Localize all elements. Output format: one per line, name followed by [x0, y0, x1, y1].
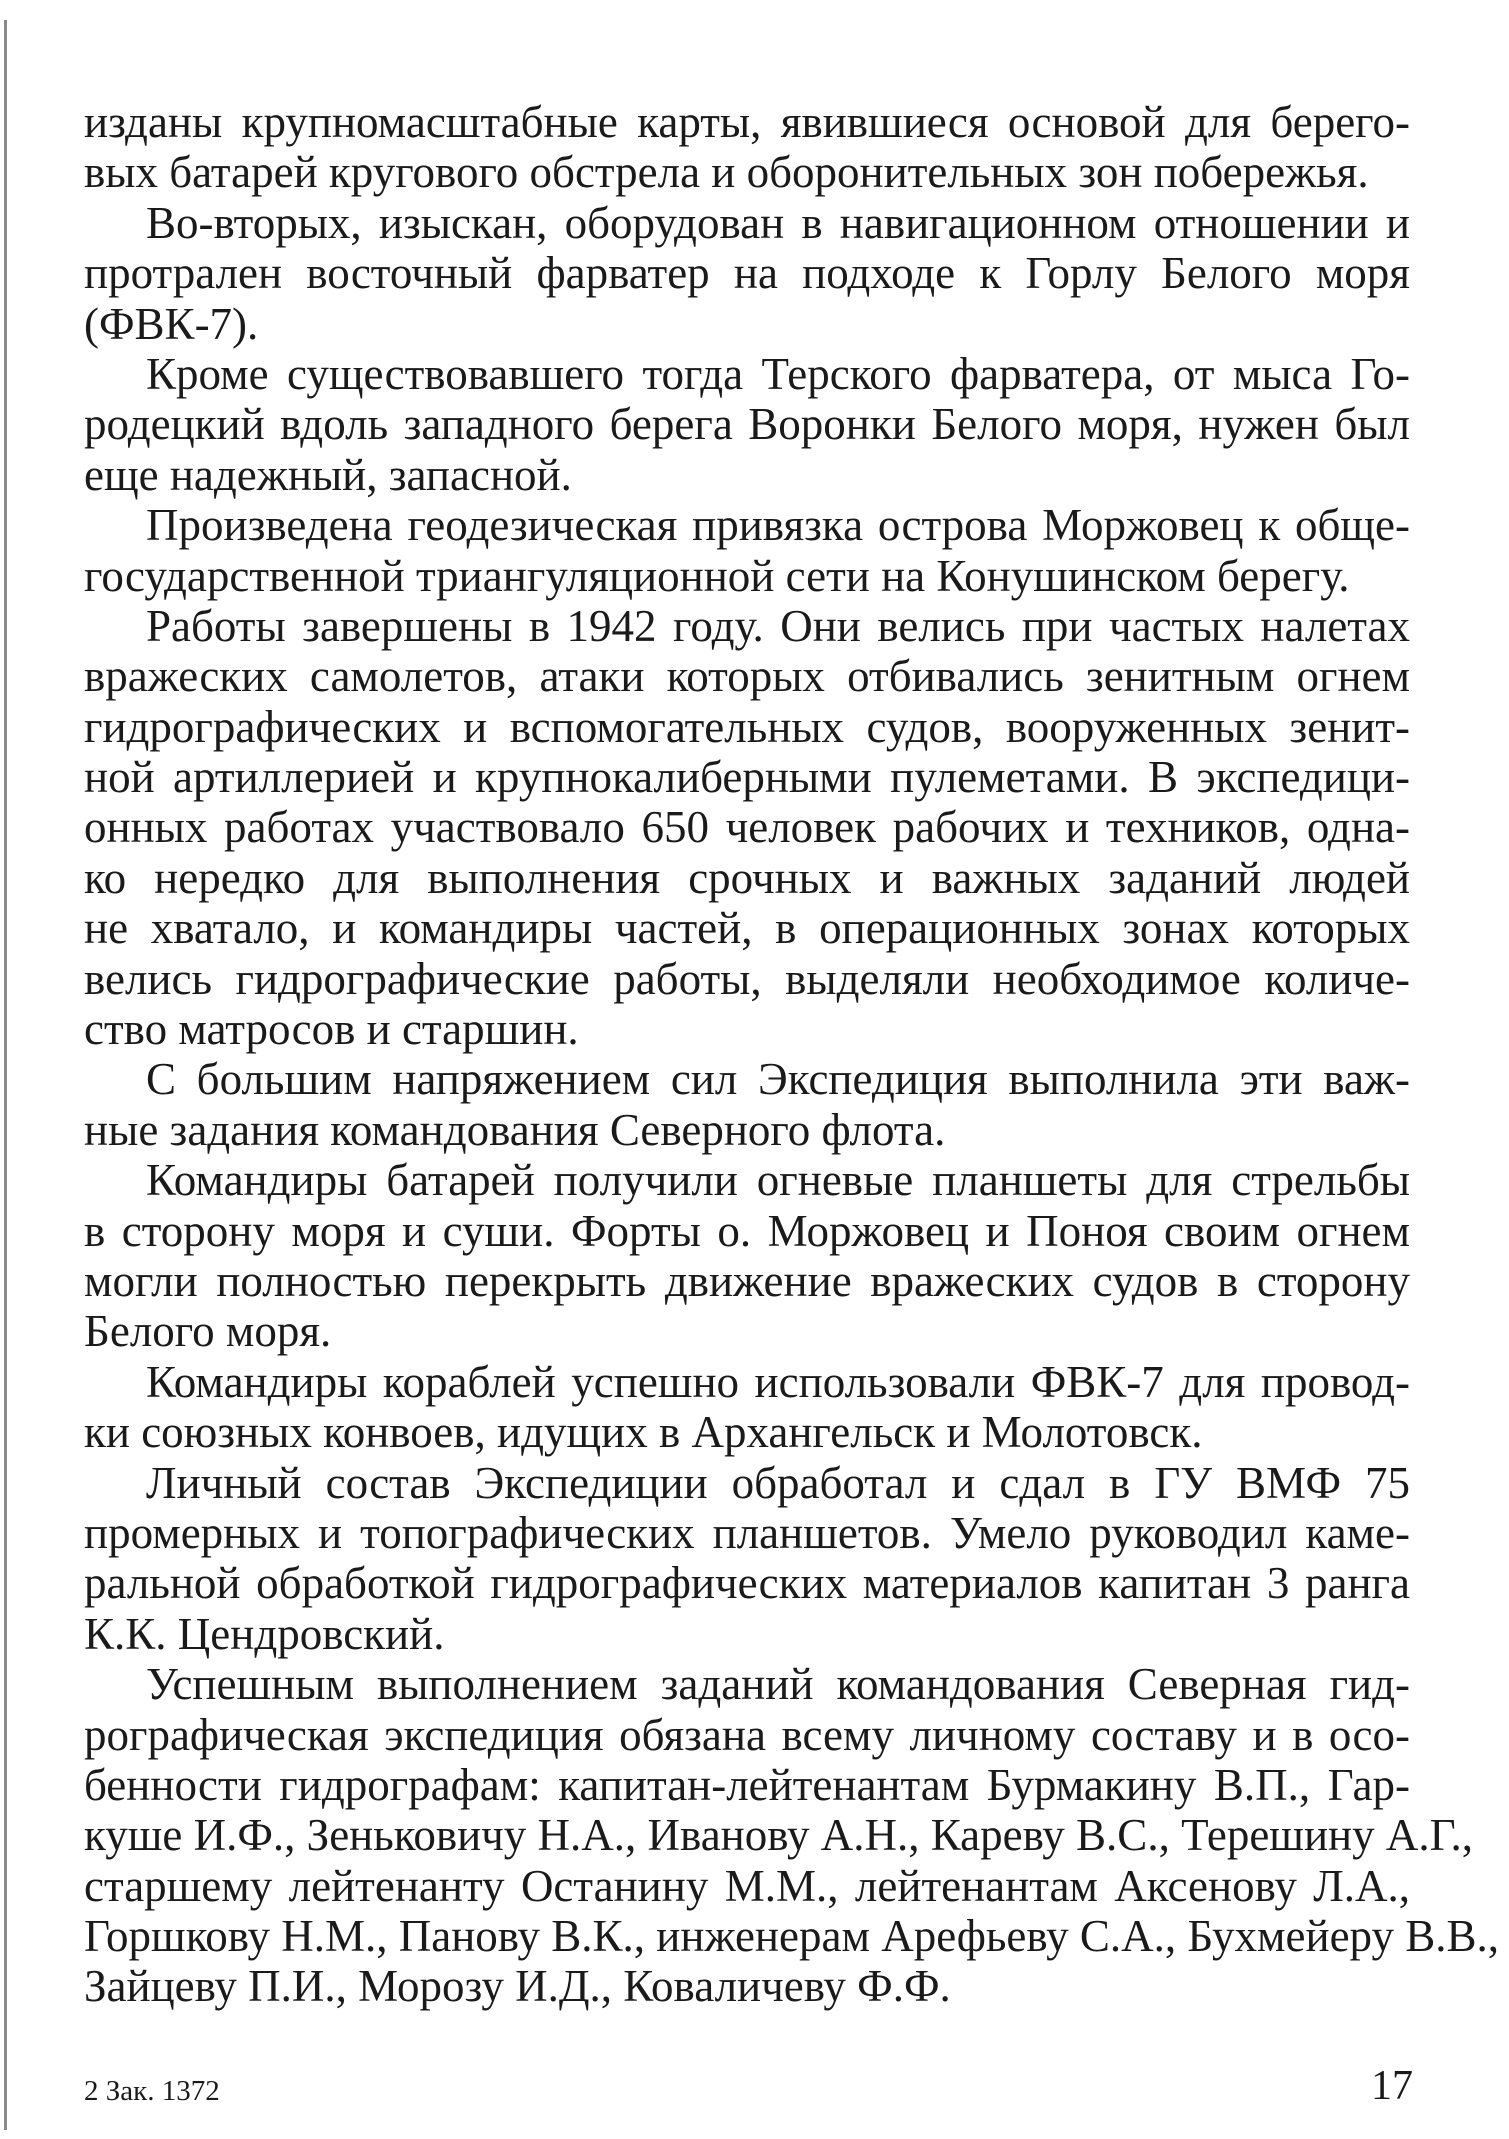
text-line: ство матросов и старшин.: [84, 1004, 579, 1055]
paragraph: [84, 601, 1410, 1055]
paragraph: [84, 1054, 1410, 1155]
text-line: протрален восточный фарватер на подходе к Горлу Белого моря: [84, 248, 1410, 299]
text-line: рографическая экспедиция обязана всему личному составу и в осо-: [84, 1709, 1410, 1760]
text-line: ральной обработкой гидрографических материалов капитан 3 ранга: [84, 1558, 1410, 1609]
paragraph: [84, 349, 1410, 500]
text-line: велись гидрографические работы, выделяли необходимое количе-: [84, 953, 1410, 1004]
text-line: могли полностью перекрыть движение вражеских судов в сторону: [84, 1255, 1410, 1306]
text-line: Успешным выполнением заданий командования Северная гид-: [146, 1659, 1410, 1710]
text-line: вражеских самолетов, атаки которых отбивались зенитным огнем: [84, 651, 1410, 702]
text-line: Произведена геодезическая привязка острова Моржовец к обще-: [146, 500, 1410, 551]
text-line: онных работах участвовало 650 человек рабочих и техников, одна-: [84, 802, 1410, 853]
page-edge: [4, 20, 7, 2130]
page-number: 17: [1371, 2063, 1413, 2109]
paragraph: [84, 1659, 1499, 2012]
text-line: изданы крупномасштабные карты, явившиеся основой для берего-: [84, 97, 1410, 147]
paragraph: [84, 1357, 1410, 1458]
text-line: ки союзных конвоев, идущих в Архангельск и Молотовск.: [84, 1407, 1203, 1458]
paragraph: [84, 97, 1410, 198]
text-line: еще надежный, запасной.: [84, 449, 572, 500]
text-line: ные задания командования Северного флота.: [84, 1104, 946, 1155]
text-line: куше И.Ф., Зеньковичу Н.А., Иванову А.Н., Кареву В.С., Терешину А.Г.,: [84, 1810, 1474, 1861]
text-line: государственной триангуляционной сети на Конушинском берегу.: [84, 550, 1350, 601]
text-line: ной артиллерией и крупнокалиберными пулеметами. В экспедици-: [84, 752, 1410, 803]
printer-signature: 2 Зак. 1372: [84, 2075, 220, 2107]
text-line: в сторону моря и суши. Форты о. Моржовец и Поноя своим огнем: [84, 1205, 1410, 1256]
paragraph: [84, 500, 1410, 601]
text-line: Во-вторых, изыскан, оборудован в навигационном отношении и: [146, 197, 1410, 248]
text-line: бенности гидрографам: капитан-лейтенантам Бурмакину В.П., Гар-: [84, 1759, 1410, 1810]
body-text: [84, 97, 1499, 2012]
text-line: старшему лейтенанту Останину М.М., лейтенантам Аксенову Л.А.,: [84, 1860, 1410, 1911]
paragraph: [84, 198, 1410, 349]
text-line: Кроме существовавшего тогда Терского фарватера, от мыса Го-: [146, 348, 1410, 399]
text-line: родецкий вдоль западного берега Воронки Белого моря, нужен был: [84, 399, 1410, 450]
text-line: не хватало, и командиры частей, в операционных зонах которых: [84, 903, 1410, 954]
paragraph: [84, 1155, 1410, 1357]
text-line: Командиры батарей получили огневые планшеты для стрельбы: [146, 1155, 1410, 1206]
text-line: Командиры кораблей успешно использовали ФВК-7 для провод-: [146, 1356, 1410, 1407]
text-line: Зайцеву П.И., Морозу И.Д., Коваличеву Ф.Ф.: [84, 1961, 951, 2012]
text-line: промерных и топографических планшетов. Умело руководил каме-: [84, 1507, 1410, 1558]
paragraph: [84, 1458, 1410, 1660]
text-line: гидрографических и вспомогательных судов, вооруженных зенит-: [84, 701, 1410, 752]
text-line: вых батарей кругового обстрела и оборонительных зон побережья.: [84, 147, 1369, 198]
text-line: (ФВК-7).: [84, 298, 259, 349]
text-line: К.К. Цендровский.: [84, 1608, 445, 1659]
text-line: Работы завершены в 1942 году. Они велись при частых налетах: [146, 600, 1410, 651]
text-line: ко нередко для выполнения срочных и важных заданий людей: [84, 852, 1410, 903]
text-line: Горшкову Н.М., Панову В.К., инженерам Арефьеву С.А., Бухмейеру В.В.,: [84, 1911, 1499, 1962]
text-line: Белого моря.: [84, 1306, 332, 1357]
text-line: Личный состав Экспедиции обработал и сдал в ГУ ВМФ 75: [146, 1457, 1410, 1508]
text-line: С большим напряжением сил Экспедиция выполнила эти важ-: [146, 1054, 1410, 1105]
